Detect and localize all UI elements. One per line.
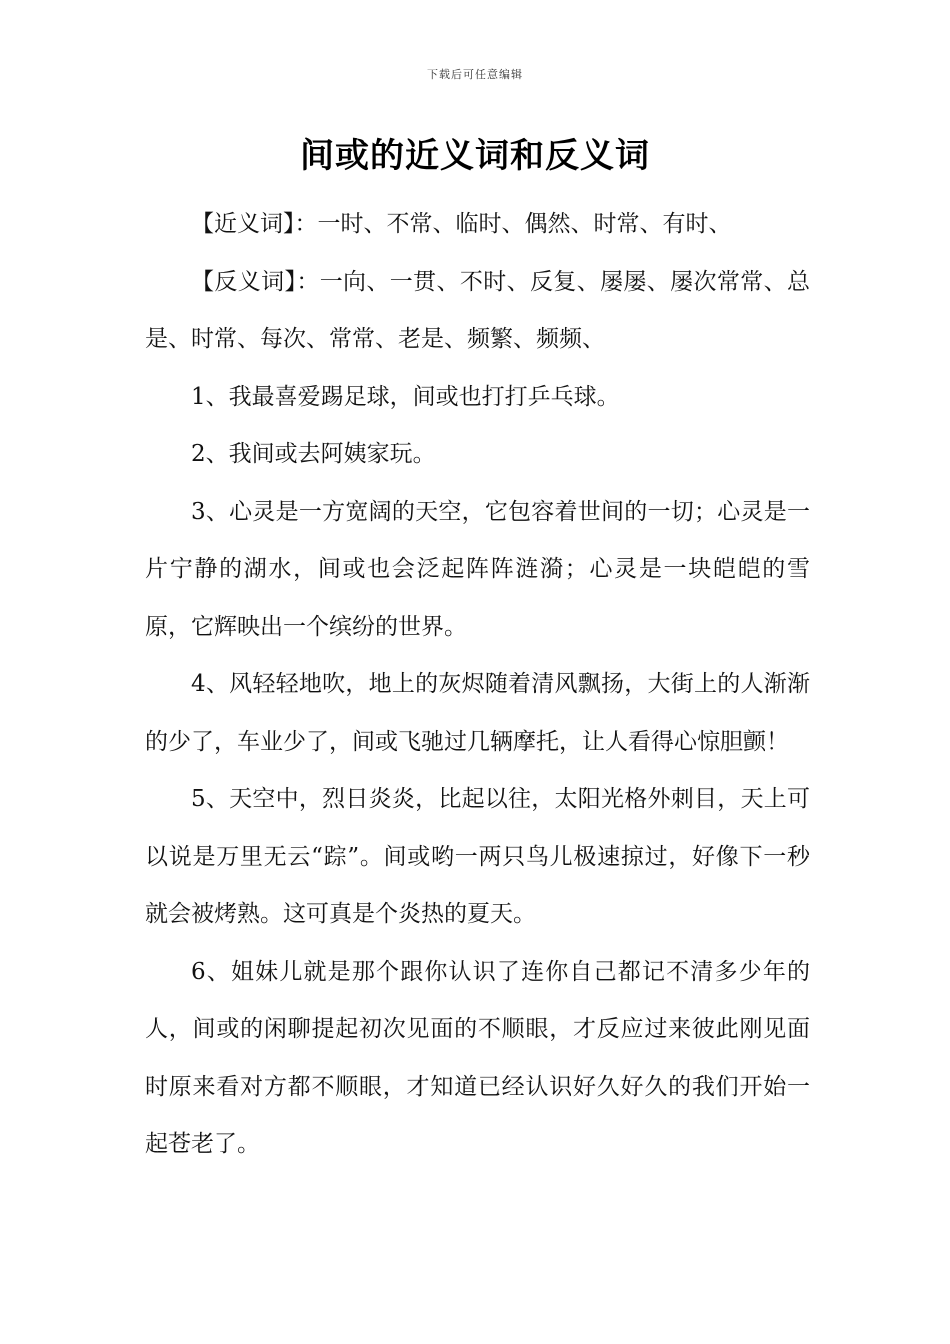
document-body [145,196,810,1174]
page-title: 间或的近义词和反义词 [300,136,650,176]
paragraph-example-4: 4、风轻轻地吹，地上的灰烬随着清风飘扬，大街上的人渐渐的少了，车业少了，间或飞驰过几辆摩托，让人看得心惊胆颤！ [145,671,810,755]
paragraph-example-2: 2、我间或去阿姨家玩。 [191,441,436,467]
paragraph-example-1: 1、我最喜爱踢足球，间或也打打乒乓球。 [191,383,620,410]
paragraph-antonyms: 【反义词】：一向、一贯、不时、反复、屡屡、屡次常常、总是、时常、每次、常常、老是、频繁、频频、 [145,268,810,352]
paragraph-example-3: 3、心灵是一方宽阔的天空，它包容着世间的一切；心灵是一片宁静的湖水，间或也会泛起阵阵涟漪；心灵是一块皑皑的雪原，它辉映出一个缤纷的世界。 [145,498,810,640]
header-note: 下载后可任意编辑 [427,68,523,81]
paragraph-synonyms: 【近义词】：一时、不常、临时、偶然、时常、有时、 [191,211,732,237]
paragraph-example-5: 5、天空中，烈日炎炎，比起以往，太阳光格外刺目，天上可以说是万里无云“踪”。间或哟一两只鸟儿极速掠过，好像下一秒就会被烤熟。这可真是个炎热的夏天。 [145,786,810,927]
paragraph-example-6: 6、姐妹儿就是那个跟你认识了连你自己都记不清多少年的人，间或的闲聊提起初次见面的不顺眼，才反应过来彼此刚见面时原来看对方都不顺眼，才知道已经认识好久好久的我们开始一起苍老了。 [145,958,810,1157]
